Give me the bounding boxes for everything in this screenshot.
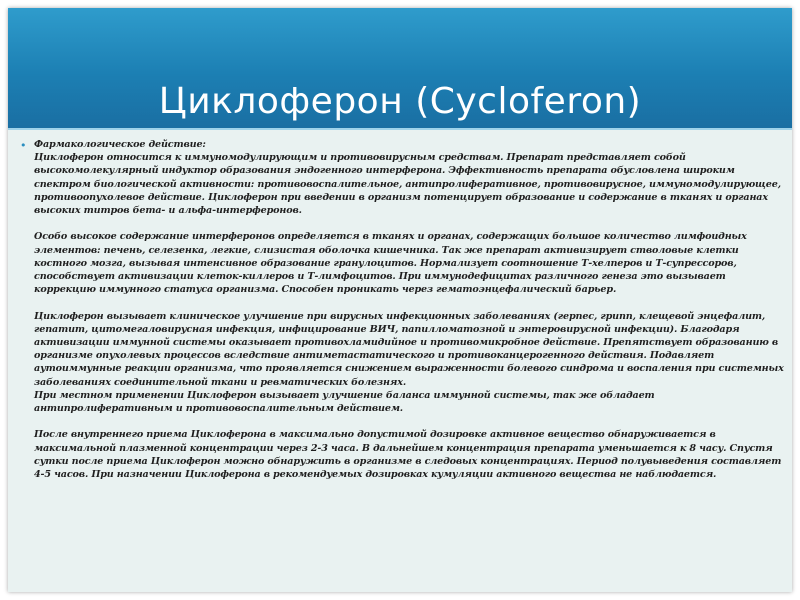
paragraph-gap [34,415,786,428]
paragraph-clinical-effect: Циклоферон вызывает клиническое улучшение при вирусных инфекционных заболеваниях (герпес, грипп, клещевой энцефалит, гепатит, цитомегаловирусная инфекция, инфицирование ВИЧ, папилломатозной и энтеровирусной инфекции). Благодаря активизации иммунной системы оказывает противохламидийное и противомикробное действие. Препятствует образованию в организме опухолевых процессов вследствие антиметастатического и противоканцерогенного действия. Подавляет аутоиммунные реакции организма, что проявляется снижением выраженности болевого синдрома и воспаления при системных заболеваниях соединительной ткани и ревматических болезнях. При местном применении Циклоферон вызывает улучшение баланса иммунной системы, так же обладает антипролиферативным и противовоспалительным действием. [34,310,784,415]
paragraph-pharmacokinetics: После внутреннего приема Циклоферона в максимально допустимой дозировке активное вещество обнаруживается в максимальной плазменной концентрации через 2-3 часа. В дальнейшем концентрация препарата уменьшается к 8 часу. Спустя сутки после приема Циклоферон можно обнаружить в организме в следовых концентрациях. Период полувыведения составляет 4-5 часов. При назначении Циклоферона в рекомендуемых дозировках кумуляции активного вещества не наблюдается. [34,429,782,481]
paragraph-pharmacological-action: Фармакологическое действие: Циклоферон относится к иммуномодулирующим и противовирусным средствам. Препарат представляет собой высокомолекулярный индуктор образования эндогенного интерферона. Эффективность препарата обусловлена широким спектром биологической активности: противовоспалительное, антипролиферативное, противовирусное, иммуномодулирующее, противоопухолевое действие. Циклоферон при введении в организм потенцирует образование и содержание в тканях и органах высоких титров бета- и альфа-интерферонов. [34,139,781,217]
paragraph-gap [34,296,786,309]
bullet-icon: • [20,139,27,152]
slide-title: Циклоферон (Cycloferon) [158,81,642,123]
paragraph-gap [34,217,786,230]
paragraph-interferon-content: Особо высокое содержание интерферонов определяется в тканях и органах, содержащих большое количество лимфоидных элементов: печень, селезенка, легкие, слизистая оболочка кишечника. Так же препарат активизирует стволовые клетки костного мозга, вызывая интенсивное образование гранулоцитов. Нормализует соотношение Т-хелперов и Т-супрессоров, способствует активизации клеток-киллеров и Т-лимфоцитов. При иммунодефицитах различного генеза это вызывает коррекцию иммунного статуса организма. Способен проникать через гематоэнцефалический барьер. [34,231,747,296]
slide [8,8,792,592]
body-text [34,138,786,481]
title-band [8,8,792,130]
